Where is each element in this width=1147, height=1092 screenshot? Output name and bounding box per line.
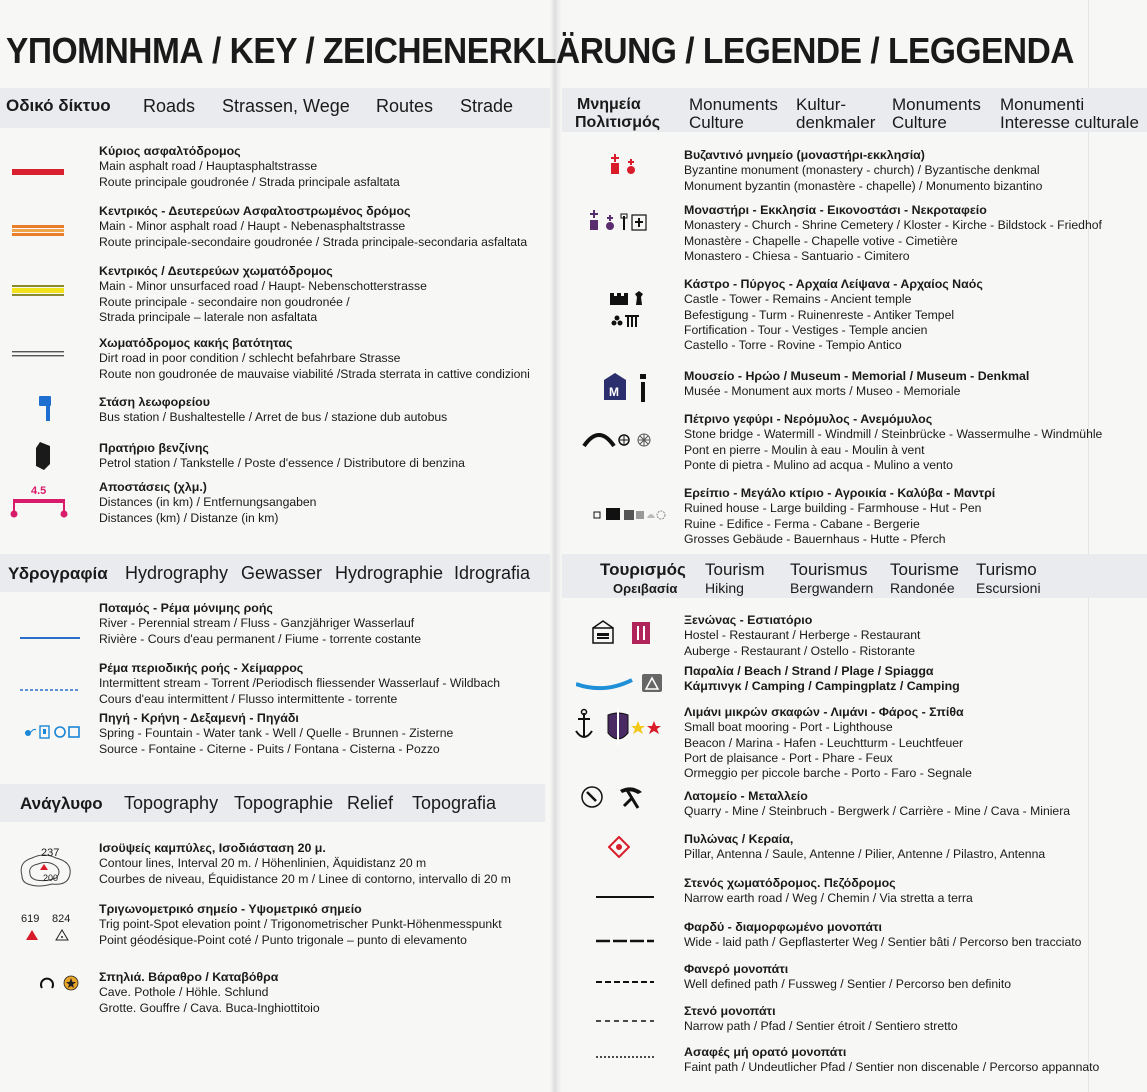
entry-title: Φαρδύ - διαμορφωμένο μονοπάτι: [684, 920, 882, 934]
legend-entry-petrol-station: [99, 441, 465, 472]
col-line: Tourismus: [790, 560, 868, 579]
entry-line: Main - Minor asphalt road / Haupt - Nebenasphaltstrasse: [99, 219, 406, 234]
entry-title: Ρέμα περιοδικής ροής - Χείμαρρος: [99, 661, 304, 675]
col-line: Monuments: [689, 95, 778, 114]
col-line: Interesse culturale: [1000, 113, 1139, 132]
entry-title: Φανερό μονοπάτι: [684, 962, 789, 976]
distance-value: 4.5: [31, 485, 47, 497]
entry-line: Narrow earth road / Weg / Chemin / Via stretta a terra: [684, 891, 973, 906]
entry-title: Λιμάνι μικρών σκαφών - Λιμάνι - Φάρος - Σπίθα: [684, 705, 964, 719]
hostel-restaurant-icon: [592, 620, 654, 646]
well-defined-path-icon: [596, 980, 654, 984]
col-line: Culture: [689, 113, 744, 132]
entry-line: Dirt road in poor condition / schlecht befahrbare Strasse: [99, 351, 401, 366]
monuments-header-col1: [689, 96, 778, 132]
entry-title: Στενό μονοπάτι: [684, 1004, 776, 1018]
legend-entry-beach-camping: [684, 664, 960, 695]
svg-text:M: M: [609, 385, 619, 399]
entry-line: Route principale goudronée / Strada principale asfaltata: [99, 174, 400, 189]
legend-entry-narrow-path: [684, 1004, 958, 1035]
entry-line: Fortification - Tour - Vestiges - Temple ancien: [684, 322, 928, 337]
hydrography-header-greek: Υδρογραφία: [8, 564, 108, 583]
contour-label-237: 237: [41, 847, 60, 859]
entry-title: Χωματόδρομος κακής βατότητας: [99, 336, 293, 350]
entry-line: Port de plaisance - Port - Phare - Feux: [684, 750, 893, 765]
entry-line: Monument byzantin (monastère - chapelle) / Monumento bizantino: [684, 178, 1043, 193]
beach-greek: Παραλία / Beach / Strand / Plage / Spiaggα: [684, 664, 934, 678]
entry-line: Ruine - Edifice - Ferma - Cabane - Bergerie: [684, 516, 920, 531]
entry-line: Ormeggio per piccole barche - Porto - Faro - Segnale: [684, 766, 972, 781]
entry-line: Musée - Monument aux morts / Museo - Memoriale: [684, 384, 961, 399]
trig-point-value: 619: [21, 913, 40, 925]
legend-entry-well-defined-path: [684, 962, 1011, 993]
entry-line: Ponte di pietra - Mulino ad acqua - Mulino a vento: [684, 457, 953, 472]
monuments-header-col2: [796, 96, 875, 132]
legend-entry-secondary-asphalt-road: [99, 204, 527, 250]
entry-line: Beacon / Marina - Hafen - Leuchtturm - Leuchtfeuer: [684, 735, 964, 750]
intermittent-stream-icon: [20, 688, 80, 692]
pillar-antenna-icon: [608, 836, 630, 858]
hydrography-header-de: Gewasser: [241, 563, 323, 583]
entry-line: Pont en pierre - Moulin à eau - Moulin à vent: [684, 442, 925, 457]
main-asphalt-road-icon: [12, 168, 64, 176]
monuments-header-col3: [892, 96, 981, 132]
entry-title: Πέτρινο γεφύρι - Νερόμυλος - Ανεμόμυλος: [684, 412, 933, 426]
entry-line: Route principale-secondaire goudronée / Strada principale-secondaria asfaltata: [99, 234, 528, 249]
entry-line: Hostel - Restaurant / Herberge - Restaurant: [684, 628, 921, 643]
ruin-buildings-icon: [592, 506, 670, 522]
entry-line: Trig point-Spot elevation point / Trigonometrischer Punkt-Höhenmesspunkt: [99, 917, 502, 932]
topography-header-fr: Relief: [347, 793, 394, 813]
legend-entry-byzantine-monument: [684, 148, 1042, 194]
tourism-header-greek-2: Ορειβασία: [613, 581, 678, 596]
entry-title: Στάση λεωφορείου: [99, 395, 210, 409]
faint-path-icon: [596, 1055, 654, 1059]
legend-entry-perennial-stream: [99, 601, 421, 647]
dirt-road-icon: [12, 350, 64, 358]
entry-line: Bus station / Bushaltestelle / Arret de bus / stazione dub autobus: [99, 410, 448, 425]
monuments-header-greek-2: Πολιτισμός: [575, 114, 661, 131]
legend-entry-ruin-buildings: [684, 486, 995, 547]
entry-title: Λατομείο - Μεταλλείο: [684, 789, 808, 803]
perennial-stream-icon: [20, 636, 80, 640]
secondary-asphalt-road-icon: [12, 224, 64, 238]
col-line: Randonée: [890, 580, 955, 596]
entry-title: Κύριος ασφαλτόδρομος: [99, 144, 241, 158]
tourism-header-col3: [890, 561, 959, 597]
entry-line: Small boat mooring - Port - Lighthouse: [684, 720, 893, 735]
tourism-header-col2: [790, 561, 873, 597]
entry-title: Μουσείο - Ηρώο / Museum - Memorial / Museum - Denkmal: [684, 369, 1030, 383]
entry-line: Pillar, Antenna / Saule, Antenne / Pilier, Antenne / Pilastro, Antenna: [684, 847, 1046, 862]
entry-line: Route non goudronée de mauvaise viabilité /Strada sterrata in cattive condizioni: [99, 366, 530, 381]
petrol-station-icon: [32, 440, 54, 472]
entry-line: Castle - Tower - Remains - Ancient temple: [684, 292, 912, 307]
entry-title-2: Κάμπινγκ / Camping / Campingplatz / Camping: [684, 679, 960, 694]
col-line: Tourisme: [890, 560, 959, 579]
entry-line: Quarry - Mine / Steinbruch - Bergwerk / Carrière - Mine / Cava - Miniera: [684, 804, 1071, 819]
legend-entry-dirt-road: [99, 336, 530, 382]
stone-bridge-mills-icon: [582, 428, 658, 450]
cave-icon: [38, 974, 80, 992]
entry-line: Spring - Fountain - Water tank - Well / Quelle - Brunnen - Zisterne: [99, 726, 454, 741]
entry-line: Cours d'eau intermittent / Flusso intermittente - torrente: [99, 691, 398, 706]
hydrography-header-it: Idrografia: [454, 563, 531, 583]
entry-title: Πηγή - Κρήνη - Δεξαμενή - Πηγάδι: [99, 711, 299, 725]
col-line: Culture: [892, 113, 947, 132]
legend-entry-narrow-earth-road: [684, 876, 973, 907]
entry-line: Grosses Gebäude - Bauernhaus - Hutte - Pferch: [684, 531, 946, 546]
roads-header-fr: Routes: [376, 96, 434, 116]
col-line: Tourism: [705, 560, 765, 579]
entry-line: Monastery - Church - Shrine Cemetery / Kloster - Kirche - Bildstock - Friedhof: [684, 218, 1102, 233]
entry-title: Βυζαντινό μνημείο (μοναστήρι-εκκλησία): [684, 148, 925, 162]
legend-entry-quarry-mine: [684, 789, 1070, 820]
entry-line: Rivière - Cours d'eau permanent / Fiume - torrente costante: [99, 631, 422, 646]
page-fold: [550, 0, 562, 1092]
beach-camping-icon: [576, 672, 664, 696]
entry-title: Στενός χωματόδρομος. Πεζόδρομος: [684, 876, 896, 890]
roads-header-it: Strade: [460, 96, 514, 116]
topography-header-en: Topography: [124, 793, 219, 813]
entry-line: Byzantine monument (monastery - church) / Byzantische denkmal: [684, 163, 1040, 178]
entry-line: Point géodésique-Point coté / Punto trigonale – punto di elevamento: [99, 932, 467, 947]
entry-line: River - Perennial stream / Fluss - Ganzjähriger Wasserlauf: [99, 616, 415, 631]
distances-icon: [10, 496, 68, 520]
col-line: denkmaler: [796, 113, 876, 132]
topography-header-de: Topographie: [234, 793, 334, 813]
entry-line: Monastero - Chiesa - Santuario - Cimitero: [684, 248, 910, 263]
entry-title: Ερείπιο - Μεγάλο κτίριο - Αγροικία - Καλύβα - Μαντρί: [684, 486, 996, 500]
col-line: Hiking: [705, 580, 744, 596]
legend-entry-cave: [99, 970, 320, 1016]
col-line: Kultur-: [796, 95, 847, 114]
monuments-header-col4: [1000, 96, 1139, 132]
entry-title: Τριγωνομετρικό σημείο - Υψομετρικό σημείο: [99, 902, 362, 916]
legend-entry-boat-mooring-port: [684, 705, 972, 781]
wide-laid-path-icon: [596, 939, 654, 943]
entry-line: Contour lines, Interval 20 m. / Höhenlinien, Äquidistanz 20 m: [99, 856, 427, 871]
tourism-header-col1: [705, 561, 765, 597]
museum-memorial-icon: [603, 372, 653, 404]
entry-title: Κάστρο - Πύργος - Αρχαία Λείψανα - Αρχαίος Ναός: [684, 277, 983, 291]
legend-entry-monastery-church: [684, 203, 1102, 264]
entry-line: Courbes de niveau, Équidistance 20 m / Linee di contorno, intervallo di 20 m: [99, 871, 511, 886]
entry-title: Πρατήριο βενζίνης: [99, 441, 209, 455]
tourism-header-greek-1: Τουρισμός: [600, 560, 686, 579]
legend-entry-bus-station: [99, 395, 447, 426]
unsurfaced-road-icon: [12, 284, 64, 298]
spring-fountain-tank-well-icon: [22, 724, 82, 740]
entry-line: Monastère - Chapelle - Chapelle votive - Cimetière: [684, 233, 958, 248]
col-line: Escursioni: [976, 580, 1041, 596]
hydrography-header-fr: Hydrographie: [335, 563, 444, 583]
page-crease: [1088, 0, 1089, 1092]
legend-entry-stone-bridge-mills: [684, 412, 1102, 473]
col-line: Turismo: [976, 560, 1037, 579]
entry-line: Distances (in km) / Entfernungsangaben: [99, 495, 317, 510]
hydrography-header-en: Hydrography: [125, 563, 229, 583]
entry-line: Distances (km) / Distanze (in km): [99, 510, 279, 525]
legend-title: ΥΠΟΜΝΗΜΑ / KEY / ZEICHENERKLÄRUNG / LEGENDE / LEGGENDA: [6, 30, 1075, 71]
entry-title: Κεντρικός / Δευτερεύων χωματόδρομος: [99, 264, 333, 278]
entry-title: Ξενώνας - Εστιατόριο: [684, 613, 813, 627]
legend-entry-museum-memorial: [684, 369, 1029, 400]
entry-line: Grotte. Gouffre / Cava. Buca-Inghiottitoio: [99, 1000, 320, 1015]
trig-point-icon: [24, 928, 70, 942]
entry-line: Wide - laid path / Gepflasterter Weg / Sentier bâti / Percorso ben tracciato: [684, 935, 1082, 950]
legend-entry-unsurfaced-road: [99, 264, 427, 325]
entry-title: Αποστάσεις (χλμ.): [99, 480, 207, 494]
legend-entry-trig-point: [99, 902, 502, 948]
topography-header-greek: Ανάγλυφο: [20, 794, 103, 813]
entry-line: Source - Fontaine - Citerne - Puits / Fontana - Cisterna - Pozzo: [99, 741, 440, 756]
entry-line: Main asphalt road / Hauptasphaltstrasse: [99, 159, 318, 174]
entry-title: Μοναστήρι - Εκκλησία - Εικονοστάσι - Νεκροταφείο: [684, 203, 987, 217]
legend-entry-main-asphalt-road: [99, 144, 400, 190]
entry-line: Faint path / Undeutlicher Pfad / Sentier non discenable / Percorso appannato: [684, 1060, 1100, 1075]
legend-entry-pillar-antenna: [684, 832, 1045, 863]
entry-title: Πυλώνας / Κεραία,: [684, 832, 794, 846]
narrow-earth-road-icon: [596, 895, 654, 899]
entry-line: Petrol station / Tankstelle / Poste d'essence / Distributore di benzina: [99, 456, 465, 471]
legend-entry-distances: [99, 480, 316, 526]
spot-elevation-value: 824: [52, 913, 71, 925]
topography-header-it: Topografia: [412, 793, 497, 813]
bus-station-icon: [39, 396, 53, 422]
tourism-header-col4: [976, 561, 1041, 597]
col-line: Monumenti: [1000, 95, 1085, 114]
entry-title: Σπηλιά. Βάραθρο / Καταβόθρα: [99, 970, 279, 984]
entry-line: Auberge - Restaurant / Ostello - Ristorante: [684, 643, 915, 658]
legend-entry-castle-tower: [684, 277, 983, 353]
castle-tower-icon: [608, 289, 652, 333]
entry-title: Ποταμός - Ρέμα μόνιμης ροής: [99, 601, 273, 615]
entry-line: Befestigung - Turm - Ruinenreste - Antiker Tempel: [684, 307, 955, 322]
entry-line: Main - Minor unsurfaced road / Haupt- Nebenschotterstrasse: [99, 279, 427, 294]
entry-line: Well defined path / Fussweg / Sentier / Percorso ben definito: [684, 977, 1011, 992]
entry-line: Ruined house - Large building - Farmhouse - Hut - Pen: [684, 501, 982, 516]
entry-line: Stone bridge - Watermill - Windmill / Steinbrücke - Wassermulhe - Windmühle: [684, 427, 1103, 442]
legend-entry-intermittent-stream: [99, 661, 500, 707]
legend-entry-spring-fountain: [99, 711, 453, 757]
entry-line: Intermittent stream - Torrent /Periodisch fliessender Wasserlauf - Wildbach: [99, 676, 500, 691]
legend-entry-hostel-restaurant: [684, 613, 920, 659]
entry-title: Κεντρικός - Δευτερεύων Ασφαλτοστρωμένος δρόμος: [99, 204, 411, 218]
entry-title: Ισοϋψείς καμπύλες, Ισοδιάσταση 20 μ.: [99, 841, 326, 855]
narrow-path-icon: [596, 1019, 654, 1023]
entry-line: Strada principale – laterale non asfaltata: [99, 309, 318, 324]
monastery-church-icon: [588, 210, 650, 234]
roads-header-en: Roads: [143, 96, 196, 116]
byzantine-monument-icon: [609, 154, 639, 176]
col-line: Monuments: [892, 95, 981, 114]
entry-line: Narrow path / Pfad / Sentier étroit / Sentiero stretto: [684, 1019, 958, 1034]
entry-line: Cave. Pothole / Höhle. Schlund: [99, 985, 269, 1000]
roads-header-de: Strassen, Wege: [222, 96, 350, 116]
col-line: Bergwandern: [790, 580, 874, 596]
contour-label-200: 200: [43, 873, 59, 883]
legend-entry-contour-lines: [99, 841, 511, 887]
legend-entry-faint-path: [684, 1045, 1099, 1076]
boat-mooring-port-icon: [572, 707, 672, 747]
entry-title: [684, 664, 960, 679]
roads-header-greek: Οδικό δίκτυο: [6, 96, 111, 115]
quarry-mine-icon: [580, 784, 648, 812]
monuments-header-greek-1: Μνημεία: [577, 96, 641, 113]
entry-line: Route principale - secondaire non goudronée /: [99, 294, 350, 309]
legend-entry-wide-laid-path: [684, 920, 1081, 951]
entry-line: Castello - Torre - Rovine - Tempio Antico: [684, 338, 902, 353]
entry-title: Ασαφές μή ορατό μονοπάτι: [684, 1045, 847, 1059]
